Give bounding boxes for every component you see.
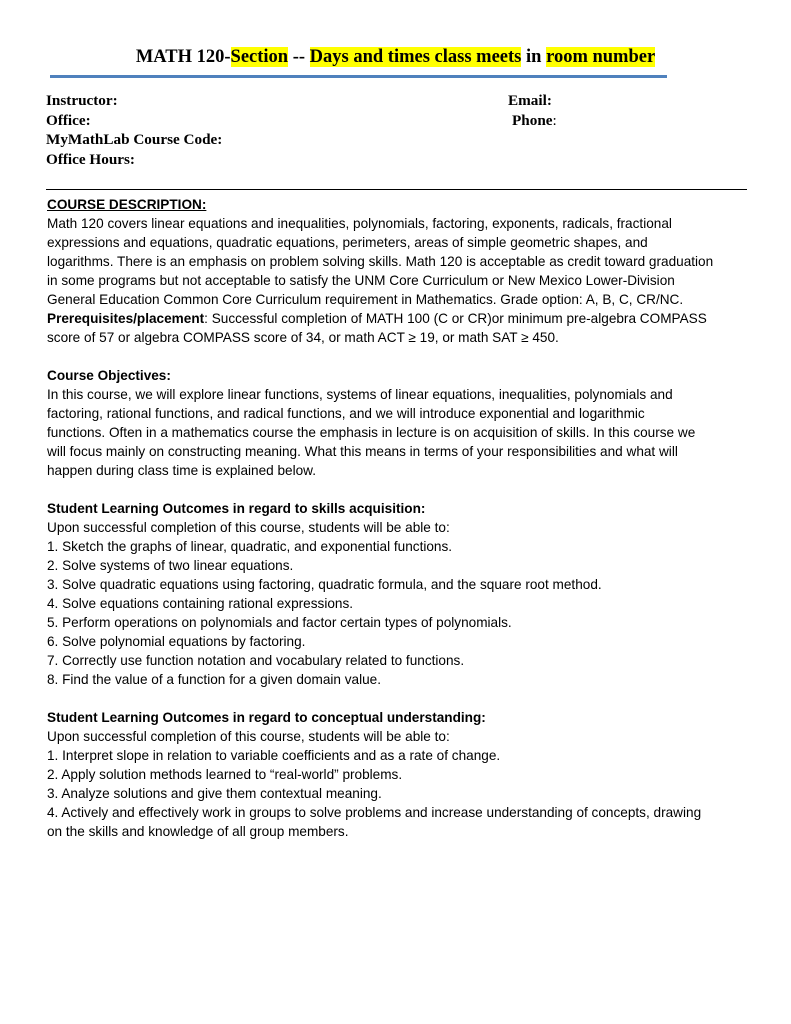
phone-label [512,112,557,130]
phone-colon: : [552,112,557,129]
prerequisites-line-2: score of 57 or algebra COMPASS score of 34, or math ACT ≥ 19, or math SAT ≥ 450. [47,330,559,345]
objectives-line: factoring, rational functions, and radical functions, and we will introduce exponential and logarithmic [47,406,645,421]
skills-heading: Student Learning Outcomes in regard to skills acquisition: [47,501,426,516]
conceptual-heading: Student Learning Outcomes in regard to conceptual understanding: [47,710,486,725]
title-prefix: MATH 120- [135,47,231,67]
header-divider [46,189,747,190]
skills-intro: Upon successful completion of this course, students will be able to: [47,520,450,535]
skills-outcome-item: 5. Perform operations on polynomials and factor certain types of polynomials. [47,615,512,630]
objectives-line: functions. Often in a mathematics course the emphasis in lecture is on acquisition of skills. In this course we [47,425,696,440]
title-days-placeholder: Days and times class meets [309,47,522,67]
skills-outcome-item: 7. Correctly use function notation and vocabulary related to functions. [47,653,465,668]
title-section-placeholder: Section [230,47,289,67]
course-description-heading: COURSE DESCRIPTION: [47,197,207,212]
skills-outcome-item: 8. Find the value of a function for a given domain value. [47,672,382,687]
skills-outcome-item: 2. Solve systems of two linear equations. [47,558,294,573]
description-line: General Education Common Core Curriculum requirement in Mathematics. Grade option: A, B, C, CR/NC. [47,292,684,307]
conceptual-intro: Upon successful completion of this course, students will be able to: [47,729,450,744]
title-room-placeholder: room number [546,47,656,67]
description-line: in some programs but not acceptable to satisfy the UNM Core Curriculum or New Mexico Lower-Division [47,273,675,288]
description-line: Math 120 covers linear equations and inequalities, polynomials, factoring, exponents, radicals, fractional [47,216,672,231]
prerequisites-label: Prerequisites/placement [47,311,205,326]
description-line: expressions and equations, quadratic equations, perimeters, areas of simple geometric shapes, and [47,235,648,250]
instructor-label: Instructor: [46,92,118,109]
prerequisites-line [47,309,767,328]
skills-outcome-item: 6. Solve polynomial equations by factoring. [47,634,306,649]
conceptual-outcome-item: on the skills and knowledge of all group members. [47,824,349,839]
office-hours-label: Office Hours: [46,151,135,168]
page-title [0,47,791,68]
skills-outcome-item: 1. Sketch the graphs of linear, quadratic, and exponential functions. [47,539,453,554]
conceptual-outcome-item: 2. Apply solution methods learned to “real-world” problems. [47,767,403,782]
description-line: logarithms. There is an emphasis on problem solving skills. Math 120 is acceptable as credit toward graduation [47,254,714,269]
objectives-line: happen during class time is explained below. [47,463,317,478]
course-code-label: MyMathLab Course Code: [46,131,223,148]
objectives-line: will focus mainly on constructing meaning. What this means in terms of your responsibilities and what will [47,444,678,459]
prerequisites-text: : Successful completion of MATH 100 (C or CR)or minimum pre-algebra COMPASS [204,311,707,326]
title-separator: -- [288,47,310,67]
title-underline [50,75,667,78]
phone-text: Phone [512,112,553,129]
objectives-line: In this course, we will explore linear functions, systems of linear equations, inequalities, polynomials and [47,387,673,402]
conceptual-outcome-item: 4. Actively and effectively work in groups to solve problems and increase understanding of concepts, drawing [47,805,702,820]
objectives-heading: Course Objectives: [47,368,171,383]
document-body [47,195,767,841]
conceptual-outcome-item: 1. Interpret slope in relation to variable coefficients and as a rate of change. [47,748,501,763]
title-in: in [521,47,547,67]
email-label: Email: [508,92,552,109]
office-label: Office: [46,112,91,129]
skills-outcome-item: 4. Solve equations containing rational expressions. [47,596,354,611]
conceptual-outcome-item: 3. Analyze solutions and give them contextual meaning. [47,786,382,801]
skills-outcome-item: 3. Solve quadratic equations using factoring, quadratic formula, and the square root method. [47,577,602,592]
